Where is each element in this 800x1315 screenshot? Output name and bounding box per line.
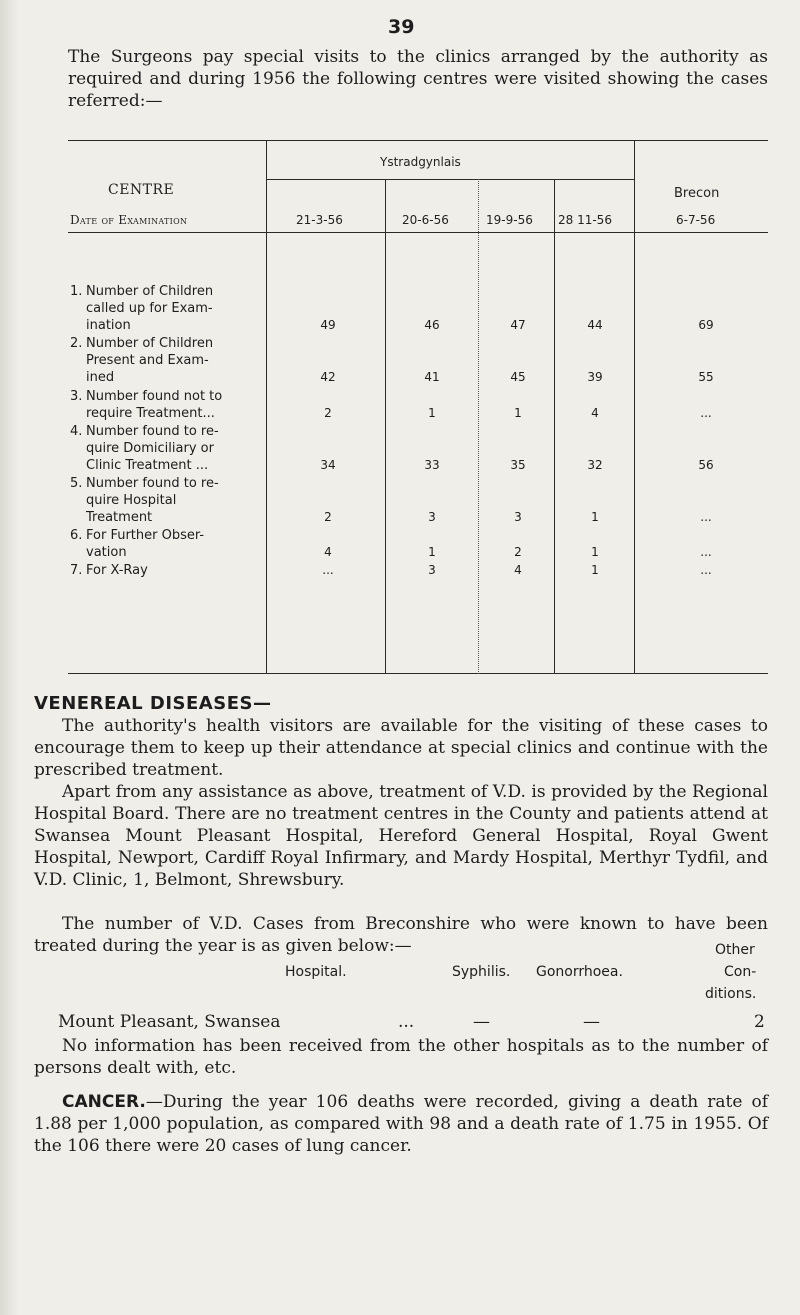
table-cell: 1 <box>514 406 522 420</box>
vd-paragraph-2: Apart from any assistance as above, treatment of V.D. is provided by the Regional Hospital Board. There are no treatment centres in the County and patients attend at Swansea Mount Pleasant Hospital, Hereford General Hospital, Royal Gwent Hospital, Newport, Cardiff Royal Infirmary, and Mardy Hospital, Merthyr Tydfil, and V.D. Clinic, 1, Belmont, Shrewsbury. <box>34 782 768 890</box>
table-cell: ... <box>700 510 712 524</box>
table-cell: 39 <box>587 370 603 384</box>
vd-paragraph-4: No information has been received from the other hospitals as to the number of persons dealt with, etc. <box>34 1036 768 1078</box>
cancer-text: —During the year 106 deaths were recorded, giving a death rate of 1.88 per 1,000 population, as compared with 98 and a death rate of 1.75 in 1955. Of the 106 there were 20 cases of lung cancer. <box>34 1092 768 1156</box>
col-rule <box>554 179 555 674</box>
table-cell: ... <box>700 545 712 559</box>
table-cell: 1 <box>428 545 436 559</box>
group-header-rule <box>266 179 634 180</box>
leader-dots: ... <box>398 1012 415 1032</box>
table-cell: 3 <box>428 563 436 577</box>
col-dotted-rule <box>478 179 479 674</box>
table-cell: 55 <box>698 370 714 384</box>
table-cell: 69 <box>698 318 714 332</box>
table-cell: 4 <box>514 563 522 577</box>
table-cell: 35 <box>510 458 526 472</box>
row-label: 2. Number of Children Present and Exam- ined <box>70 336 214 385</box>
col-heading-syphilis: Syphilis. <box>452 964 511 980</box>
table-cell: 41 <box>424 370 440 384</box>
table-cell: 32 <box>587 458 603 472</box>
intro-paragraph: The Surgeons pay special visits to the clinics arranged by the authority as required and during 1956 the following centres were visited showing the cases referred:— <box>68 47 768 111</box>
row-label: 4. Number found to re- quire Domiciliary or Clinic Treatment ... <box>70 424 219 473</box>
table-bottom-rule <box>68 673 768 674</box>
table-cell: 1 <box>591 563 599 577</box>
brecon-header: Brecon <box>674 186 720 201</box>
table-cell: 49 <box>320 318 336 332</box>
table-cell: 42 <box>320 370 336 384</box>
cancer-heading: CANCER. <box>62 1092 146 1112</box>
row-label: 5. Number found to re- quire Hospital Treatment <box>70 476 219 525</box>
col-rule <box>634 140 635 674</box>
row-label: 6. For Further Obser- vation <box>70 528 205 560</box>
table-cell: 2 <box>324 510 332 524</box>
table-cell: 4 <box>591 406 599 420</box>
syphilis-value: — <box>473 1012 490 1032</box>
table-cell: 34 <box>320 458 336 472</box>
col-rule <box>385 179 386 674</box>
table-cell: 1 <box>591 545 599 559</box>
table-cell: 56 <box>698 458 714 472</box>
centre-header: CENTRE <box>108 182 175 198</box>
table-cell: ... <box>700 563 712 577</box>
col-rule <box>266 140 267 674</box>
table-cell: 2 <box>514 545 522 559</box>
page-number: 39 <box>388 16 415 38</box>
table-cell: 46 <box>424 318 440 332</box>
cancer-paragraph <box>34 1091 768 1157</box>
clinic-visits-table <box>68 140 768 674</box>
table-cell: 3 <box>514 510 522 524</box>
table-cell: 1 <box>591 510 599 524</box>
col-heading-other-1: Other <box>715 942 755 958</box>
table-cell: 3 <box>428 510 436 524</box>
row-label: 7. For X-Ray <box>70 563 148 578</box>
ystradgynlais-header: Ystradgynlais <box>380 155 461 169</box>
date-header: Date of Examination <box>70 213 188 227</box>
header-bottom-rule <box>68 232 768 233</box>
hospital-name: Mount Pleasant, Swansea <box>58 1012 281 1032</box>
date-col-4: 28 11-56 <box>558 213 612 227</box>
col-heading-other-2: Con- <box>724 964 757 980</box>
col-heading-other-3: ditions. <box>705 986 757 1002</box>
table-cell: 33 <box>424 458 440 472</box>
row-label: 3. Number found not to require Treatment... <box>70 389 223 421</box>
table-cell: ... <box>322 563 334 577</box>
row-label: 1. Number of Children called up for Exam- ination <box>70 284 214 333</box>
table-cell: 44 <box>587 318 603 332</box>
gonorrhoea-value: — <box>583 1012 600 1032</box>
vd-paragraph-1: The authority's health visitors are available for the visiting of these cases to encourage them to keep up their attendance at special clinics and continue with the prescribed treatment. <box>34 716 768 780</box>
date-col-2: 20-6-56 <box>402 213 449 227</box>
table-top-rule <box>68 140 768 141</box>
table-cell: 4 <box>324 545 332 559</box>
table-cell: 47 <box>510 318 526 332</box>
date-col-1: 21-3-56 <box>296 213 343 227</box>
table-cell: ... <box>700 406 712 420</box>
date-col-3: 19-9-56 <box>486 213 533 227</box>
table-cell: 1 <box>428 406 436 420</box>
table-cell: 45 <box>510 370 526 384</box>
table-cell: 2 <box>324 406 332 420</box>
page-edge-shadow <box>0 0 18 1315</box>
col-heading-gonorrhoea: Gonorrhoea. <box>536 964 623 980</box>
other-value: 2 <box>754 1012 765 1032</box>
section-heading-venereal-diseases: VENEREAL DISEASES— <box>34 693 272 714</box>
date-col-5: 6-7-56 <box>676 213 716 227</box>
col-heading-hospital: Hospital. <box>285 964 347 980</box>
vd-paragraph-3: The number of V.D. Cases from Breconshire who were known to have been treated during the year is as given below:— <box>34 914 768 956</box>
